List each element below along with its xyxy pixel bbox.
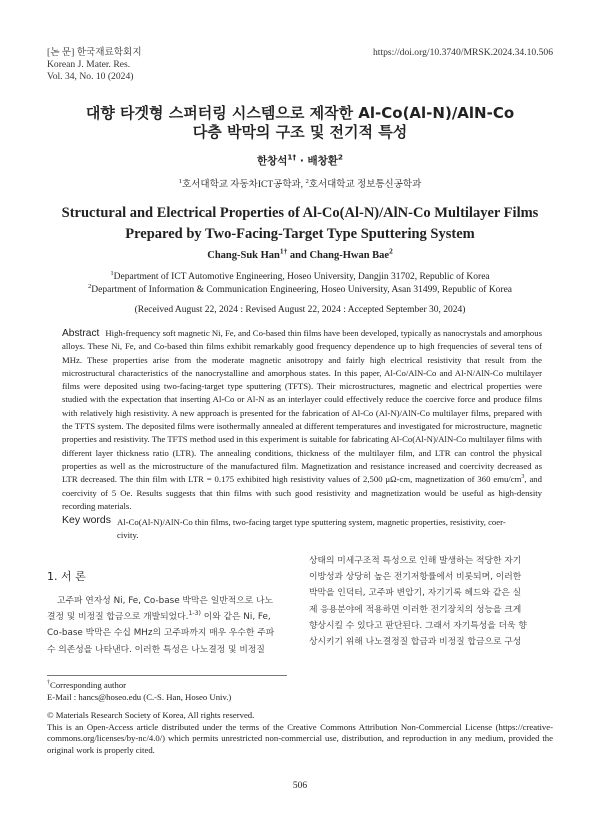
journal-volume: Vol. 34, No. 10 (2024) xyxy=(47,71,134,82)
keywords-text xyxy=(117,516,547,543)
english-aff-1: Department of ICT Automotive Engineering, Hoseo University, Dangjin 31702, Republic of Korea xyxy=(113,272,490,282)
corresponding-author: Corresponding author xyxy=(50,680,127,690)
korean-author-2: 배창환 xyxy=(307,155,338,167)
citation-ref: 1-3) xyxy=(188,610,201,618)
left-line-1: 고주파 연자성 Ni, Fe, Co-base 박막은 일반적으로 나노 xyxy=(57,596,273,606)
korean-aff-2-mark: 2 xyxy=(305,177,309,185)
korean-title-line1: 대향 타겟형 스퍼터링 시스템으로 제작한 Al-Co(Al-N)/AlN-Co xyxy=(85,104,515,122)
abstract-unit-exponent: 3 xyxy=(521,474,525,481)
korean-aff-1: 호서대학교 자동차ICT공학과, xyxy=(182,180,306,190)
page-number: 506 xyxy=(292,781,308,791)
korean-author-2-mark: 2 xyxy=(337,152,344,162)
right-column-text xyxy=(309,553,555,650)
korean-title xyxy=(0,104,600,142)
english-aff-1-mark: 1 xyxy=(110,269,114,277)
doi-link[interactable]: https://doi.org/10.3740/MRSK.2024.34.10.506 xyxy=(373,47,553,58)
abstract-text: High-frequency soft magnetic Ni, Fe, and Co-based thin films have been developed, typically as nanocrystals and amorphous alloys. These Ni, Fe, and Co-based thin films exhibit remarkably good frequency dependence up to high frequencies of several tens of MHz. These properties arise from the moderate magnetic anisotropy and fairly high electrical resistivity that result from the microstructural characteristics of the nanocrystalline and amorphous states. In this paper, Al-Co/AlN-Co and Al-N/AlN-Co multilayer films were deposited using two-facing-target type sputtering (TFTS). Their microstructures, magnetic and electrical properties were studied with the expectation that inserting Al-Co or Al-N as an interlayer could effectively reduce the coercive force and produce films with relatively high resistivity. A new approach is presented for the fabrication of Al-Co (Al-N)/AlN-Co multilayer films, prepared with the TFTS system. The deposited films were isothermally annealed at different temperatures and investigated for microstructure, magnetic properties and resistivity. The TFTS method used in this experiment is suitable for fabricating Al-Co(Al-N)/AlN-Co multilayer films with different layer thickness ratio (LTR). The annealing conditions, thickness of the multilayer film, and LTR can control the physical properties as well as the microstructure of the manufactured film. Magnetization and resistance increased and coercivity decreased as LTR decreased. The thin film with LTR = 0.175 exhibited high resistivity values of 2,500 μΩ-cm, magnetization of 360 emu/cm xyxy=(62,328,542,485)
keywords-line1: Al-Co(Al-N)/AlN-Co thin films, two-facing target type sputtering system, magnetic properties, resistivity, coer- xyxy=(117,517,506,527)
corresponding-email: E-Mail : hancs@hoseo.edu (C.-S. Han, Hoseo Univ.) xyxy=(47,691,232,702)
journal-name-en: Korean J. Mater. Res. xyxy=(47,59,131,70)
dagger-mark: † xyxy=(47,680,51,687)
left-line-2b: 이와 같은 Ni, Fe, xyxy=(200,612,271,623)
korean-authors xyxy=(0,153,600,168)
keywords-label: Key words xyxy=(62,514,112,526)
english-aff-2-mark: 2 xyxy=(87,282,92,290)
left-line-3: Co-base 박막은 수십 MHz의 고주파까지 매우 우수한 주파 xyxy=(47,628,275,639)
right-line-2: 이방성과 상당히 높은 전기저항률에서 비롯되며, 이러한 xyxy=(309,572,522,583)
left-line-4: 수 의존성을 나타낸다. 이러한 특성은 나노결정 및 비정질 xyxy=(47,644,265,655)
right-line-1: 상태의 미세구조적 특성으로 인해 발생하는 적당한 자기 xyxy=(309,556,522,566)
left-column-text xyxy=(47,593,293,658)
english-aff-2: Department of Information & Communication Engineering, Hoseo University, Asan 31499, Republic of Korea xyxy=(91,285,513,295)
korean-aff-2: 호서대학교 정보통신공학과 xyxy=(308,180,422,190)
english-title-line1: Structural and Electrical Properties of Al-Co(Al-N)/AlN-Co Multilayer Films xyxy=(61,205,539,221)
copyright-line: © Materials Research Society of Korea, All rights reserved. xyxy=(47,710,255,720)
author-separator: · xyxy=(296,155,308,167)
right-line-5: 향상시킬 수 있다고 판단된다. 그래서 자기특성을 더욱 향 xyxy=(309,620,527,631)
license-text: This is an Open-Access article distributed under the terms of the Creative Commons Attribution Non-Commercial License (https://creative-commons.org/licenses/by-nc/4.0/) which permits unrestricted non-commercial use, distribution, and reproduction in any medium, provided the original work is properly cited. xyxy=(47,721,553,755)
keywords-line2: civity. xyxy=(117,530,139,541)
english-author-1-mark: 1† xyxy=(279,246,288,256)
abstract xyxy=(62,327,542,513)
english-title-line2: Prepared by Two-Facing-Target Type Sputtering System xyxy=(125,226,475,242)
journal-header xyxy=(47,47,142,83)
footnote-rule xyxy=(47,675,287,676)
english-author-2-mark: 2 xyxy=(389,246,393,256)
english-author-2: Chang-Hwan Bae xyxy=(309,250,390,261)
right-line-3: 박막을 인덕터, 고주파 변압기, 자기기록 헤드와 같은 실 xyxy=(309,588,522,599)
abstract-label: Abstract xyxy=(62,328,100,339)
right-line-6: 상시키기 위해 나노결정질 합금과 비정질 합금으로 구성 xyxy=(309,637,522,648)
english-title xyxy=(30,203,570,245)
english-affiliations xyxy=(0,271,600,297)
received-dates: (Received August 22, 2024 : Revised August 22, 2024 : Accepted September 30, 2024) xyxy=(134,305,466,315)
korean-affiliations xyxy=(0,176,600,190)
korean-aff-1-mark: 1 xyxy=(178,177,183,185)
right-line-4: 제 응용분야에 적용하면 이러한 전기장치의 성능을 크게 xyxy=(309,604,522,615)
english-authors xyxy=(0,246,600,261)
section-heading: 1. 서 론 xyxy=(47,570,86,583)
footnote xyxy=(47,680,347,703)
author-and: and xyxy=(287,250,310,261)
journal-name-ko: [논 문] 한국재료학회지 xyxy=(47,47,142,58)
left-line-2: 결정 및 비정질 합금으로 개발되었다. xyxy=(47,612,189,623)
license-block xyxy=(47,710,553,756)
abstract-text-end: , and coercivity of 5 Oe. Results suggests that thin films with such good resistivity and magnetization would be useful as high-density recording materials. xyxy=(62,474,542,511)
korean-author-1-mark: 1† xyxy=(287,152,297,162)
korean-title-line2: 다층 박막의 구조 및 전기적 특성 xyxy=(192,123,408,141)
korean-author-1: 한창석 xyxy=(256,155,288,167)
english-author-1: Chang-Suk Han xyxy=(207,250,280,261)
